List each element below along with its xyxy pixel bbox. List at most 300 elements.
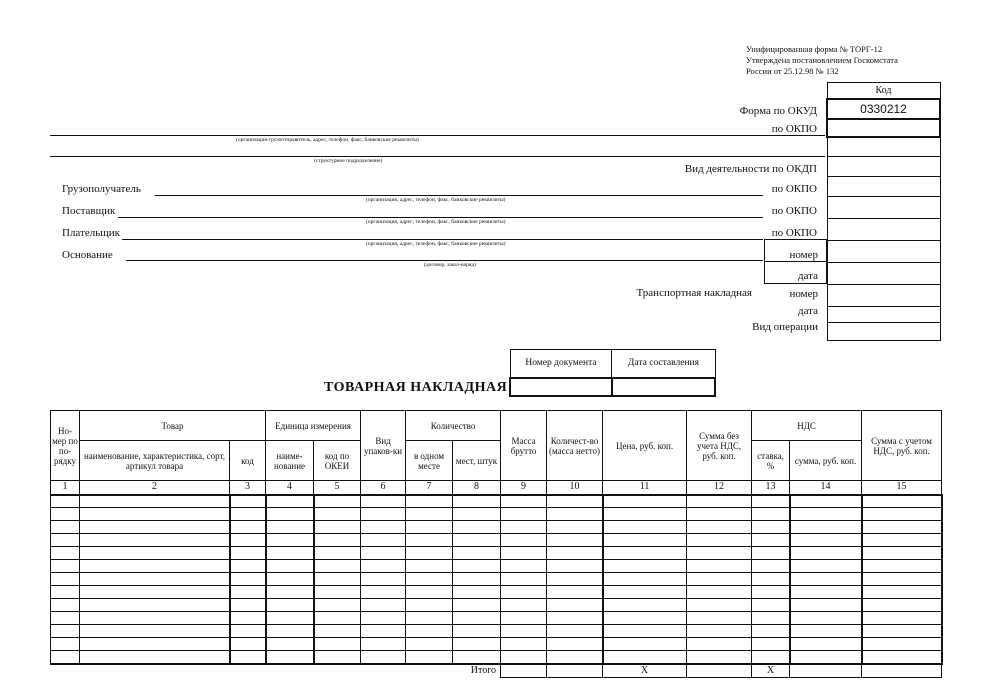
table-cell[interactable] [406,612,453,625]
transport-date-field[interactable] [827,307,940,323]
table-cell[interactable] [51,534,80,547]
table-cell[interactable] [361,508,406,521]
table-cell[interactable] [230,534,266,547]
okud-label: Форма по ОКУД [739,105,817,117]
table-cell[interactable] [547,573,603,586]
table-cell[interactable] [501,547,547,560]
table-cell[interactable] [603,560,687,573]
table-cell[interactable] [790,638,862,651]
table-cell[interactable] [752,599,790,612]
table-cell[interactable] [51,625,80,638]
table-cell[interactable] [790,521,862,534]
table-cell[interactable] [51,573,80,586]
total-mass[interactable] [501,664,547,678]
table-row [51,547,942,560]
operation-type-field[interactable] [827,323,940,341]
table-cell[interactable] [406,495,453,508]
total-vat-rate-x: X [752,664,790,678]
transport-number-field[interactable] [827,285,940,307]
basis-number-label: номер [789,249,818,261]
table-cell[interactable] [862,638,942,651]
table-cell[interactable] [752,534,790,547]
table-cell[interactable] [314,625,361,638]
total-label: Итого [51,664,501,678]
table-cell[interactable] [80,651,230,664]
table-cell[interactable] [406,521,453,534]
table-cell[interactable] [266,573,314,586]
table-cell[interactable] [501,612,547,625]
table-cell[interactable] [603,612,687,625]
table-cell[interactable] [501,651,547,664]
table-cell[interactable] [266,638,314,651]
table-cell[interactable] [361,586,406,599]
table-cell[interactable] [453,586,501,599]
table-cell[interactable] [361,547,406,560]
table-cell[interactable] [51,547,80,560]
table-cell[interactable] [230,625,266,638]
table-cell[interactable] [361,534,406,547]
table-cell[interactable] [314,547,361,560]
table-cell[interactable] [603,586,687,599]
basis-label: Основание [62,249,113,261]
table-cell[interactable] [687,625,752,638]
document-number-label: Номер документа [510,350,612,378]
goods-table [50,410,943,678]
document-date-field[interactable] [612,378,715,396]
col-vat-rate-header: ставка, % [752,441,790,481]
table-cell[interactable] [406,586,453,599]
document-number-field[interactable] [510,378,612,396]
table-cell[interactable] [687,521,752,534]
subdivision-caption: (структурное подразделение) [314,158,383,164]
table-cell[interactable] [752,651,790,664]
table-cell[interactable] [230,547,266,560]
table-cell[interactable] [314,521,361,534]
table-cell[interactable] [501,599,547,612]
table-cell[interactable] [314,495,361,508]
table-cell[interactable] [80,547,230,560]
table-cell[interactable] [501,573,547,586]
table-cell[interactable] [687,560,752,573]
table-cell[interactable] [230,560,266,573]
column-number-4: 4 [266,481,314,495]
table-cell[interactable] [752,521,790,534]
payer-line[interactable] [122,239,763,240]
column-number-1: 1 [51,481,80,495]
table-cell[interactable] [547,586,603,599]
col-netto-header: Количест-во (масса нетто) [547,411,603,481]
table-cell[interactable] [361,651,406,664]
table-cell[interactable] [453,651,501,664]
table-cell[interactable] [790,612,862,625]
table-cell[interactable] [687,508,752,521]
table-cell[interactable] [51,651,80,664]
table-cell[interactable] [230,651,266,664]
okdp-label: Вид деятельности по ОКДП [684,163,817,175]
okdp-code-field[interactable] [827,157,940,177]
table-cell[interactable] [230,599,266,612]
table-cell[interactable] [501,495,547,508]
table-cell[interactable] [790,651,862,664]
table-cell[interactable] [790,573,862,586]
table-cell[interactable] [687,599,752,612]
table-cell[interactable] [361,599,406,612]
total-sum-novat[interactable] [687,664,752,678]
table-row [51,495,942,508]
column-number-10: 10 [547,481,603,495]
table-cell[interactable] [406,638,453,651]
table-cell[interactable] [51,599,80,612]
table-cell[interactable] [361,560,406,573]
column-number-13: 13 [752,481,790,495]
supplier-label: Поставщик [62,205,116,217]
payer-okpo-field[interactable] [827,219,940,241]
table-row [51,560,942,573]
table-cell[interactable] [501,586,547,599]
col-unit-name-header: наиме-нование [266,441,314,481]
table-cell[interactable] [80,586,230,599]
table-cell[interactable] [603,495,687,508]
column-number-14: 14 [790,481,862,495]
consignee-caption: (организация, адрес, телефон, факс, банковские реквизиты) [366,197,506,203]
basis-caption: (договор, заказ-наряд) [424,262,477,268]
document-title: ТОВАРНАЯ НАКЛАДНАЯ [324,380,508,395]
column-number-8: 8 [453,481,501,495]
table-cell[interactable] [752,625,790,638]
table-cell[interactable] [752,495,790,508]
column-number-11: 11 [603,481,687,495]
basis-date-label: дата [797,270,818,282]
table-cell[interactable] [501,521,547,534]
table-cell[interactable] [603,625,687,638]
table-cell[interactable] [266,547,314,560]
table-cell[interactable] [80,534,230,547]
transport-label: Транспортная накладная [636,287,752,299]
table-cell[interactable] [687,638,752,651]
table-cell[interactable] [501,638,547,651]
table-cell[interactable] [790,495,862,508]
table-cell[interactable] [80,560,230,573]
table-cell[interactable] [361,612,406,625]
table-cell[interactable] [80,599,230,612]
table-cell[interactable] [453,547,501,560]
table-cell[interactable] [266,625,314,638]
table-cell[interactable] [862,612,942,625]
col-sum-novat-header: Сумма без учета НДС, руб. коп. [687,411,752,481]
table-cell[interactable] [547,625,603,638]
table-row [51,599,942,612]
basis-subbox-date [765,262,827,284]
table-cell[interactable] [547,495,603,508]
supplier-okpo-field[interactable] [827,197,940,219]
table-row [51,521,942,534]
table-cell[interactable] [266,560,314,573]
col-qty-one-header: в одном месте [406,441,453,481]
consignee-line[interactable] [155,195,763,196]
payer-label: Плательщик [62,227,120,239]
table-row [51,586,942,599]
table-cell[interactable] [687,547,752,560]
table-cell[interactable] [266,599,314,612]
document-date-label: Дата составления [612,350,715,378]
table-cell[interactable] [603,508,687,521]
col-price-header: Цена, руб. коп. [603,411,687,481]
payer-caption: (организация, адрес, телефон, факс, банковские реквизиты) [366,241,506,247]
table-cell[interactable] [687,586,752,599]
table-cell[interactable] [687,612,752,625]
transport-number-label: номер [789,288,818,300]
table-cell[interactable] [314,612,361,625]
table-cell[interactable] [687,534,752,547]
code-head: Код [827,83,940,99]
table-cell[interactable] [752,573,790,586]
code-box [826,82,941,341]
col-tovar-header: Товар [80,411,266,441]
table-cell[interactable] [547,547,603,560]
table-cell[interactable] [80,612,230,625]
table-cell[interactable] [453,638,501,651]
col-tovar-kod-header: код [230,441,266,481]
table-cell[interactable] [230,495,266,508]
table-cell[interactable] [862,599,942,612]
operation-type-label: Вид операции [752,321,818,333]
table-cell[interactable] [406,547,453,560]
column-numbers-row [51,481,942,495]
table-cell[interactable] [752,547,790,560]
table-cell[interactable] [501,508,547,521]
table-cell[interactable] [314,573,361,586]
supplier-caption: (организация, адрес, телефон, факс, банковские реквизиты) [366,219,506,225]
table-row [51,534,942,547]
basis-subbox [764,239,827,284]
basis-date-field[interactable] [827,263,940,285]
table-cell[interactable] [51,508,80,521]
table-cell[interactable] [790,547,862,560]
table-row [51,651,942,664]
table-cell[interactable] [862,495,942,508]
table-cell[interactable] [406,651,453,664]
table-cell[interactable] [230,612,266,625]
table-cell[interactable] [687,573,752,586]
table-cell[interactable] [790,508,862,521]
okpo-code-field[interactable] [827,119,940,137]
table-cell[interactable] [80,495,230,508]
table-cell[interactable] [603,599,687,612]
table-cell[interactable] [266,651,314,664]
table-cell[interactable] [230,521,266,534]
table-cell[interactable] [547,560,603,573]
total-price-x: X [603,664,687,678]
table-cell[interactable] [51,612,80,625]
table-row [51,573,942,586]
table-cell[interactable] [51,560,80,573]
column-number-9: 9 [501,481,547,495]
table-cell[interactable] [547,534,603,547]
col-qty-header: Количество [406,411,501,441]
table-cell[interactable] [453,560,501,573]
okud-code-field[interactable]: 0330212 [827,99,940,119]
total-vat-sum[interactable] [790,664,862,678]
table-cell[interactable] [790,534,862,547]
table-cell[interactable] [453,612,501,625]
basis-number-field[interactable] [827,241,940,263]
table-cell[interactable] [862,560,942,573]
column-number-5: 5 [314,481,361,495]
org-line[interactable] [50,135,825,136]
table-cell[interactable] [361,521,406,534]
col-unit-okei-header: код по ОКЕИ [314,441,361,481]
table-row [51,612,942,625]
okpo-label: по ОКПО [771,123,817,135]
table-cell[interactable] [453,534,501,547]
table-cell[interactable] [501,560,547,573]
col-sum-vat-header: Сумма с учетом НДС, руб. коп. [862,411,942,481]
table-cell[interactable] [314,508,361,521]
col-nomer-header: Но-мер по по-рядку [51,411,80,481]
table-cell[interactable] [314,599,361,612]
table-cell[interactable] [314,638,361,651]
column-number-3: 3 [230,481,266,495]
table-cell[interactable] [752,612,790,625]
table-cell[interactable] [862,625,942,638]
subdivision-line[interactable] [50,156,825,157]
table-cell[interactable] [603,547,687,560]
table-cell[interactable] [406,534,453,547]
col-vat-sum-header: сумма, руб. коп. [790,441,862,481]
table-cell[interactable] [80,625,230,638]
table-cell[interactable] [453,508,501,521]
table-cell[interactable] [361,495,406,508]
payer-okpo-label: по ОКПО [771,227,817,239]
table-cell[interactable] [790,625,862,638]
column-number-15: 15 [862,481,942,495]
column-number-7: 7 [406,481,453,495]
table-cell[interactable] [361,625,406,638]
org-caption: (организация-грузоотправитель, адрес, телефон, факс, банковские реквизиты) [236,137,419,143]
table-cell[interactable] [547,638,603,651]
table-cell[interactable] [51,521,80,534]
table-cell[interactable] [603,638,687,651]
table-cell[interactable] [547,651,603,664]
total-sum-vat[interactable] [862,664,942,678]
table-cell[interactable] [266,508,314,521]
supplier-okpo-label: по ОКПО [771,205,817,217]
table-cell[interactable] [603,651,687,664]
code-field-blank1[interactable] [827,137,940,157]
table-cell[interactable] [51,586,80,599]
consignee-okpo-field[interactable] [827,177,940,197]
table-cell[interactable] [547,599,603,612]
table-cell[interactable] [314,586,361,599]
table-cell[interactable] [361,638,406,651]
column-number-2: 2 [80,481,230,495]
table-cell[interactable] [752,560,790,573]
table-cell[interactable] [230,573,266,586]
table-cell[interactable] [547,521,603,534]
table-cell[interactable] [230,508,266,521]
table-cell[interactable] [51,638,80,651]
table-cell[interactable] [752,508,790,521]
table-cell[interactable] [406,573,453,586]
table-cell[interactable] [862,586,942,599]
table-cell[interactable] [547,508,603,521]
column-number-6: 6 [361,481,406,495]
col-pack-header: Вид упаков-ки [361,411,406,481]
table-cell[interactable] [361,573,406,586]
table-cell[interactable] [790,560,862,573]
table-cell[interactable] [266,534,314,547]
form-header-line3: России от 25.12.98 № 132 [746,66,839,76]
document-number-date [509,349,716,397]
table-cell[interactable] [406,599,453,612]
table-cell[interactable] [406,625,453,638]
consignee-label: Грузополучатель [62,183,141,195]
basis-subbox-number [765,240,827,262]
table-cell[interactable] [603,573,687,586]
table-cell[interactable] [314,534,361,547]
table-cell[interactable] [453,521,501,534]
table-cell[interactable] [862,508,942,521]
table-cell[interactable] [266,586,314,599]
table-row [51,625,942,638]
table-cell[interactable] [453,625,501,638]
table-cell[interactable] [80,573,230,586]
table-cell[interactable] [406,560,453,573]
table-cell[interactable] [80,521,230,534]
table-cell[interactable] [501,534,547,547]
table-cell[interactable] [406,508,453,521]
table-cell[interactable] [547,612,603,625]
table-cell[interactable] [266,495,314,508]
table-cell[interactable] [314,651,361,664]
table-cell[interactable] [453,573,501,586]
table-cell[interactable] [687,651,752,664]
form-header-line2: Утверждена постановлением Госкомстата [746,55,898,65]
table-cell[interactable] [314,560,361,573]
table-cell[interactable] [453,495,501,508]
col-qty-places-header: мест, штук [453,441,501,481]
table-cell[interactable] [453,599,501,612]
table-cell[interactable] [501,625,547,638]
table-cell[interactable] [752,638,790,651]
table-cell[interactable] [603,521,687,534]
total-netto[interactable] [547,664,603,678]
table-cell[interactable] [862,547,942,560]
col-vat-header: НДС [752,411,862,441]
table-cell[interactable] [687,495,752,508]
col-tovar-name-header: наименование, характеристика, сорт, артикул товара [80,441,230,481]
table-cell[interactable] [862,534,942,547]
table-cell[interactable] [862,573,942,586]
table-cell[interactable] [862,521,942,534]
table-cell[interactable] [80,638,230,651]
table-cell[interactable] [230,586,266,599]
table-cell[interactable] [603,534,687,547]
supplier-line[interactable] [118,217,763,218]
table-cell[interactable] [752,586,790,599]
table-cell[interactable] [790,586,862,599]
table-cell[interactable] [230,638,266,651]
table-cell[interactable] [266,521,314,534]
table-cell[interactable] [266,612,314,625]
table-cell[interactable] [80,508,230,521]
table-cell[interactable] [862,651,942,664]
transport-date-label: дата [797,305,818,317]
consignee-okpo-label: по ОКПО [771,183,817,195]
basis-line[interactable] [126,260,763,261]
table-cell[interactable] [51,495,80,508]
table-cell[interactable] [790,599,862,612]
